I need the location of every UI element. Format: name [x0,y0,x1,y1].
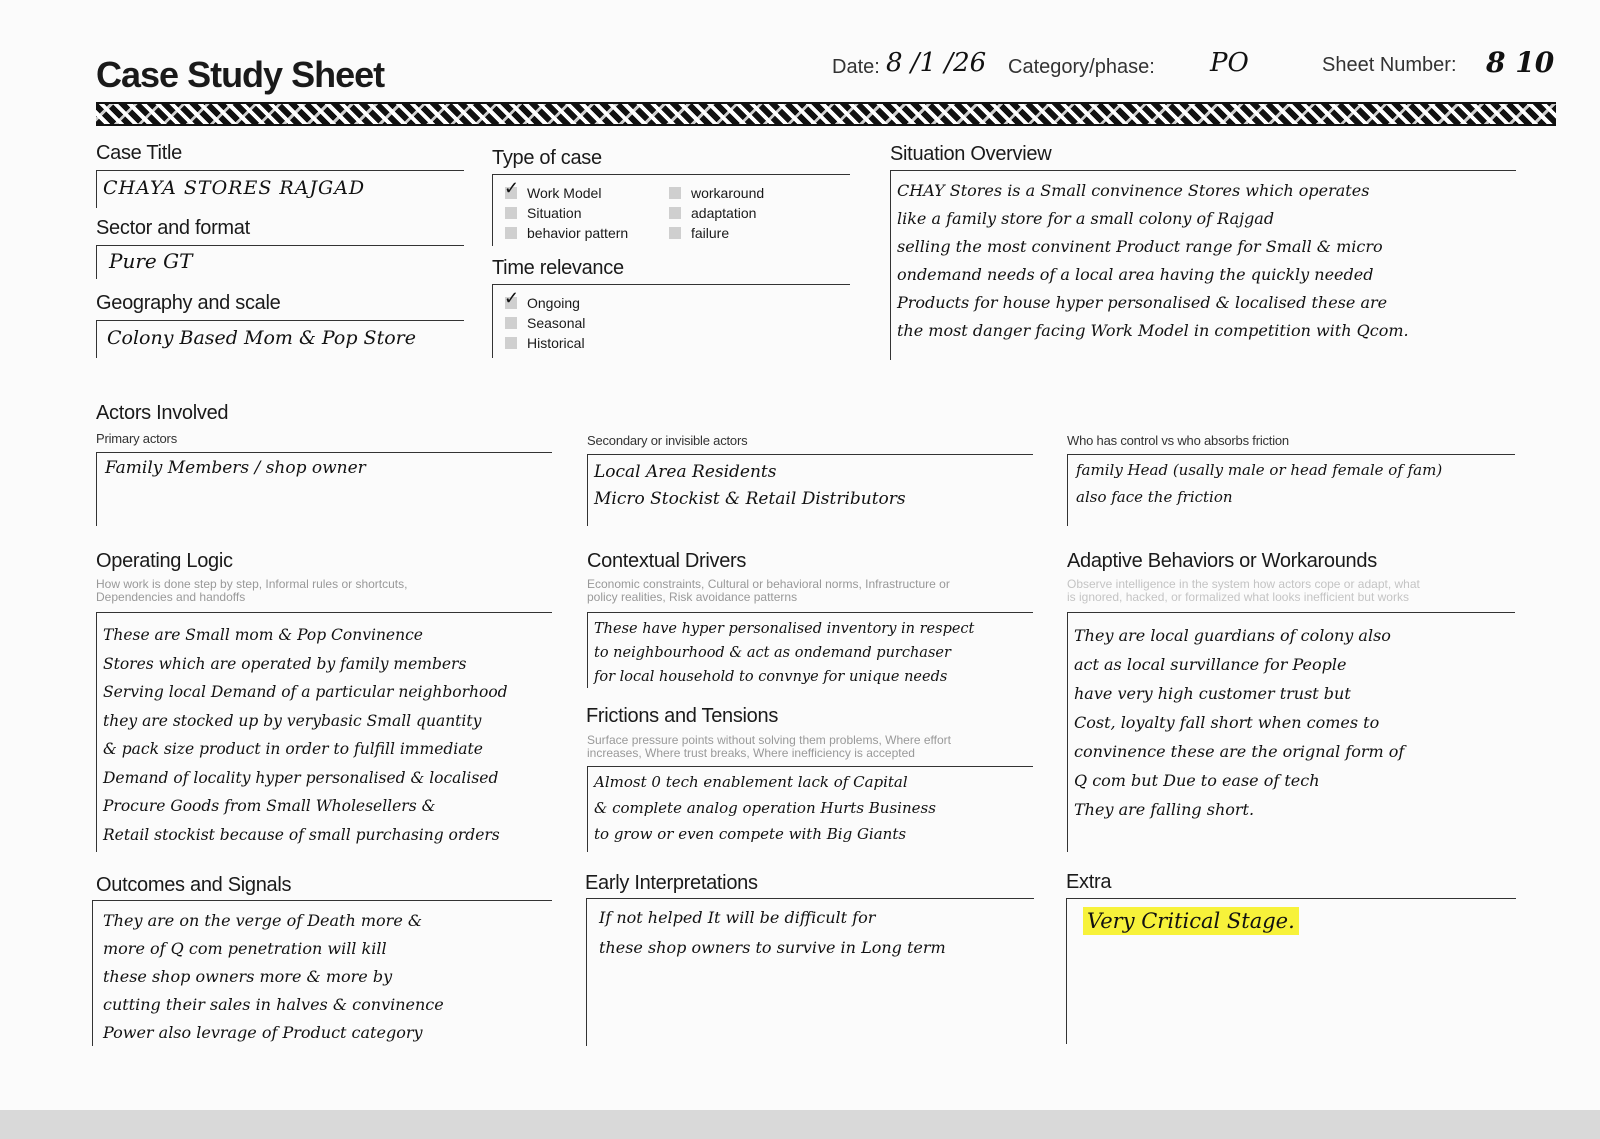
option-label: Historical [527,335,585,351]
option-ongoing[interactable] [505,293,585,313]
secondary-actors-value: Local Area Residents Micro Stockist & Retail Distributors [594,462,906,509]
checkbox-historical[interactable] [505,337,517,349]
contextual-drivers-label: Contextual Drivers [587,550,747,572]
early-interpretations-value: If not helped It will be difficult for these shop owners to survive in Long term [599,908,946,957]
operating-logic-value: These are Small mom & Pop Convinence Stores which are operated by family members Serving local Demand of a particular neighborhood they are stocked up by verybasic Small quantity & pack size product in order to fulfill immediate Demand of locality hyper personalised & localised Procure Goods from Small Wholesellers & Retail stockist because of small purchasing orders [103,626,508,844]
type-of-case-left-options [505,183,628,243]
option-adaptation[interactable] [669,203,764,223]
control-friction-box [1067,454,1515,526]
outcomes-label: Outcomes and Signals [96,874,292,896]
option-behavior-pattern[interactable] [505,223,628,243]
date-label: Date: [832,56,880,78]
option-failure[interactable] [669,223,764,243]
type-of-case-box [492,174,850,246]
option-work-model[interactable] [505,183,628,203]
category-value: PO [1210,48,1249,78]
control-friction-value: family Head (usally male or head female of fam) also face the friction [1076,461,1443,506]
frictions-box [587,766,1033,852]
primary-actors-box [96,452,552,526]
checkbox-situation[interactable] [505,207,517,219]
time-relevance-options [505,293,585,353]
date-value: 8 /1 /26 [886,48,987,78]
checkbox-seasonal[interactable] [505,317,517,329]
option-seasonal[interactable] [505,313,585,333]
situation-overview-value: CHAY Stores is a Small convinence Stores which operates like a family store for a small colony of Rajgad selling the most convinent Product range for Small & micro ondemand needs of a local area having the quickly needed Products for house hyper personalised & localised these are the most danger facing Work Model in competition with Qcom. [897,181,1409,340]
extra-value-wrapper [1067,899,1516,943]
actors-involved-label: Actors Involved [96,402,229,424]
option-workaround[interactable] [669,183,764,203]
option-label: failure [691,225,730,241]
type-of-case-right-options [669,183,764,243]
option-historical[interactable] [505,333,585,353]
option-label: Situation [527,205,582,221]
time-relevance-label: Time relevance [492,257,624,279]
operating-logic-label: Operating Logic [96,550,233,572]
geography-value: Colony Based Mom & Pop Store [107,327,416,349]
primary-actors-value: Family Members / shop owner [105,458,366,478]
page-bottom-edge [0,1110,1600,1139]
extra-value: Very Critical Stage. [1083,907,1299,935]
option-label: behavior pattern [527,225,629,241]
primary-actors-label: Primary actors [96,431,177,446]
adaptive-behaviors-box [1067,612,1515,852]
outcomes-value: They are on the verge of Death more & more of Q com penetration will kill these shop owners more & more by cutting their sales in halves & convinence Power also levrage of Product category [103,911,444,1042]
checkbox-work-model[interactable] [505,187,517,199]
adaptive-behaviors-label: Adaptive Behaviors or Workarounds [1067,550,1377,572]
early-interpretations-label: Early Interpretations [585,872,758,894]
option-situation[interactable] [505,203,628,223]
case-title-label: Case Title [96,142,182,164]
page-title: Case Study Sheet [96,54,385,95]
sector-value: Pure GT [109,249,193,273]
case-title-box [96,170,464,208]
option-label: Work Model [527,185,602,201]
checkbox-failure[interactable] [669,227,681,239]
decorative-pattern-band [96,102,1556,126]
extra-label: Extra [1066,871,1112,893]
checkbox-adaptation[interactable] [669,207,681,219]
geography-label: Geography and scale [96,292,281,314]
time-relevance-box [492,284,850,358]
checkbox-behavior-pattern[interactable] [505,227,517,239]
geography-box [96,320,464,358]
operating-logic-hint: How work is done step by step, Informal rules or shortcuts, Dependencies and handoffs [96,577,408,604]
contextual-drivers-hint: Economic constraints, Cultural or behavioral norms, Infrastructure or policy realities, Risk avoidance patterns [587,577,950,604]
situation-overview-label: Situation Overview [890,143,1052,165]
sector-box [96,245,464,279]
contextual-drivers-box [587,612,1033,688]
option-label: workaround [691,185,765,201]
contextual-drivers-value: These have hyper personalised inventory in respect to neighbourhood & act as ondemand purchaser for local household to convnye for unique needs [594,621,975,685]
secondary-actors-label: Secondary or invisible actors [587,433,748,448]
frictions-value: Almost 0 tech enablement lack of Capital & complete analog operation Hurts Business to grow or even compete with Big Giants [594,773,936,843]
extra-box [1066,898,1516,1044]
secondary-actors-box [587,454,1033,526]
option-label: adaptation [691,205,757,221]
outcomes-box [92,900,552,1046]
adaptive-behaviors-value: They are local guardians of colony also act as local survillance for People have very high customer trust but Cost, loyalty fall short when comes to convinence these are the orignal form of Q com but Due to ease of tech They are falling short. [1074,626,1405,819]
option-label: Ongoing [527,295,580,311]
option-label: Seasonal [527,315,586,331]
category-label: Category/phase: [1008,56,1155,78]
frictions-label: Frictions and Tensions [586,705,779,727]
early-interpretations-box [586,898,1034,1046]
case-title-value: CHAYA STORES RAJGAD [103,177,366,199]
checkbox-ongoing[interactable] [505,297,517,309]
sector-label: Sector and format [96,217,250,239]
operating-logic-box [96,612,552,852]
type-of-case-label: Type of case [492,147,602,169]
situation-overview-box [890,170,1516,360]
sheet-number-label: Sheet Number: [1322,54,1457,76]
frictions-hint: Surface pressure points without solving them problems, Where effort increases, Where trust breaks, Where inefficiency is accepted [587,733,951,760]
checkbox-workaround[interactable] [669,187,681,199]
adaptive-behaviors-hint: Observe intelligence in the system how actors cope or adapt, what is ignored, hacked, or formalized what looks inefficient but works [1067,577,1420,604]
control-friction-label: Who has control vs who absorbs friction [1067,433,1289,448]
sheet-number-value: 8 10 [1486,46,1555,79]
